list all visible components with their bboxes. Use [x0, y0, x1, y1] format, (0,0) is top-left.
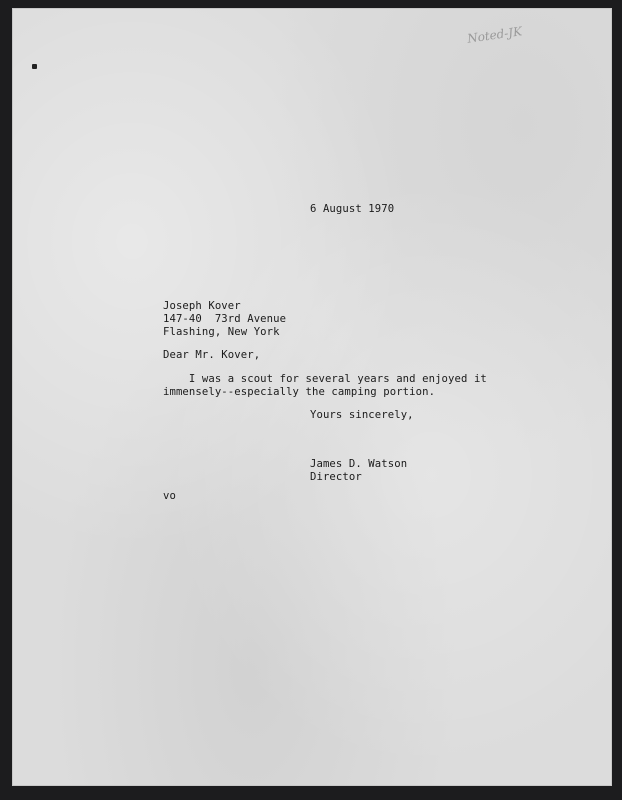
letter-date: 6 August 1970 [310, 203, 395, 215]
signer-title: Director [310, 471, 362, 483]
body-line-2: immensely--especially the camping portion. [163, 386, 436, 398]
closing: Yours sincerely, [310, 409, 414, 421]
salutation: Dear Mr. Kover, [163, 349, 261, 361]
recipient-name: Joseph Kover [163, 300, 241, 312]
signer-name: James D. Watson [310, 458, 408, 470]
recipient-city: Flashing, New York [163, 326, 280, 338]
letter-page [12, 8, 612, 786]
recipient-street: 147-40 73rd Avenue [163, 313, 287, 325]
pencil-note: Noted-JK [466, 24, 523, 46]
corner-mark [32, 64, 37, 69]
typist-initials: vo [163, 490, 176, 502]
body-line-1: I was a scout for several years and enjoyed it [163, 373, 487, 385]
